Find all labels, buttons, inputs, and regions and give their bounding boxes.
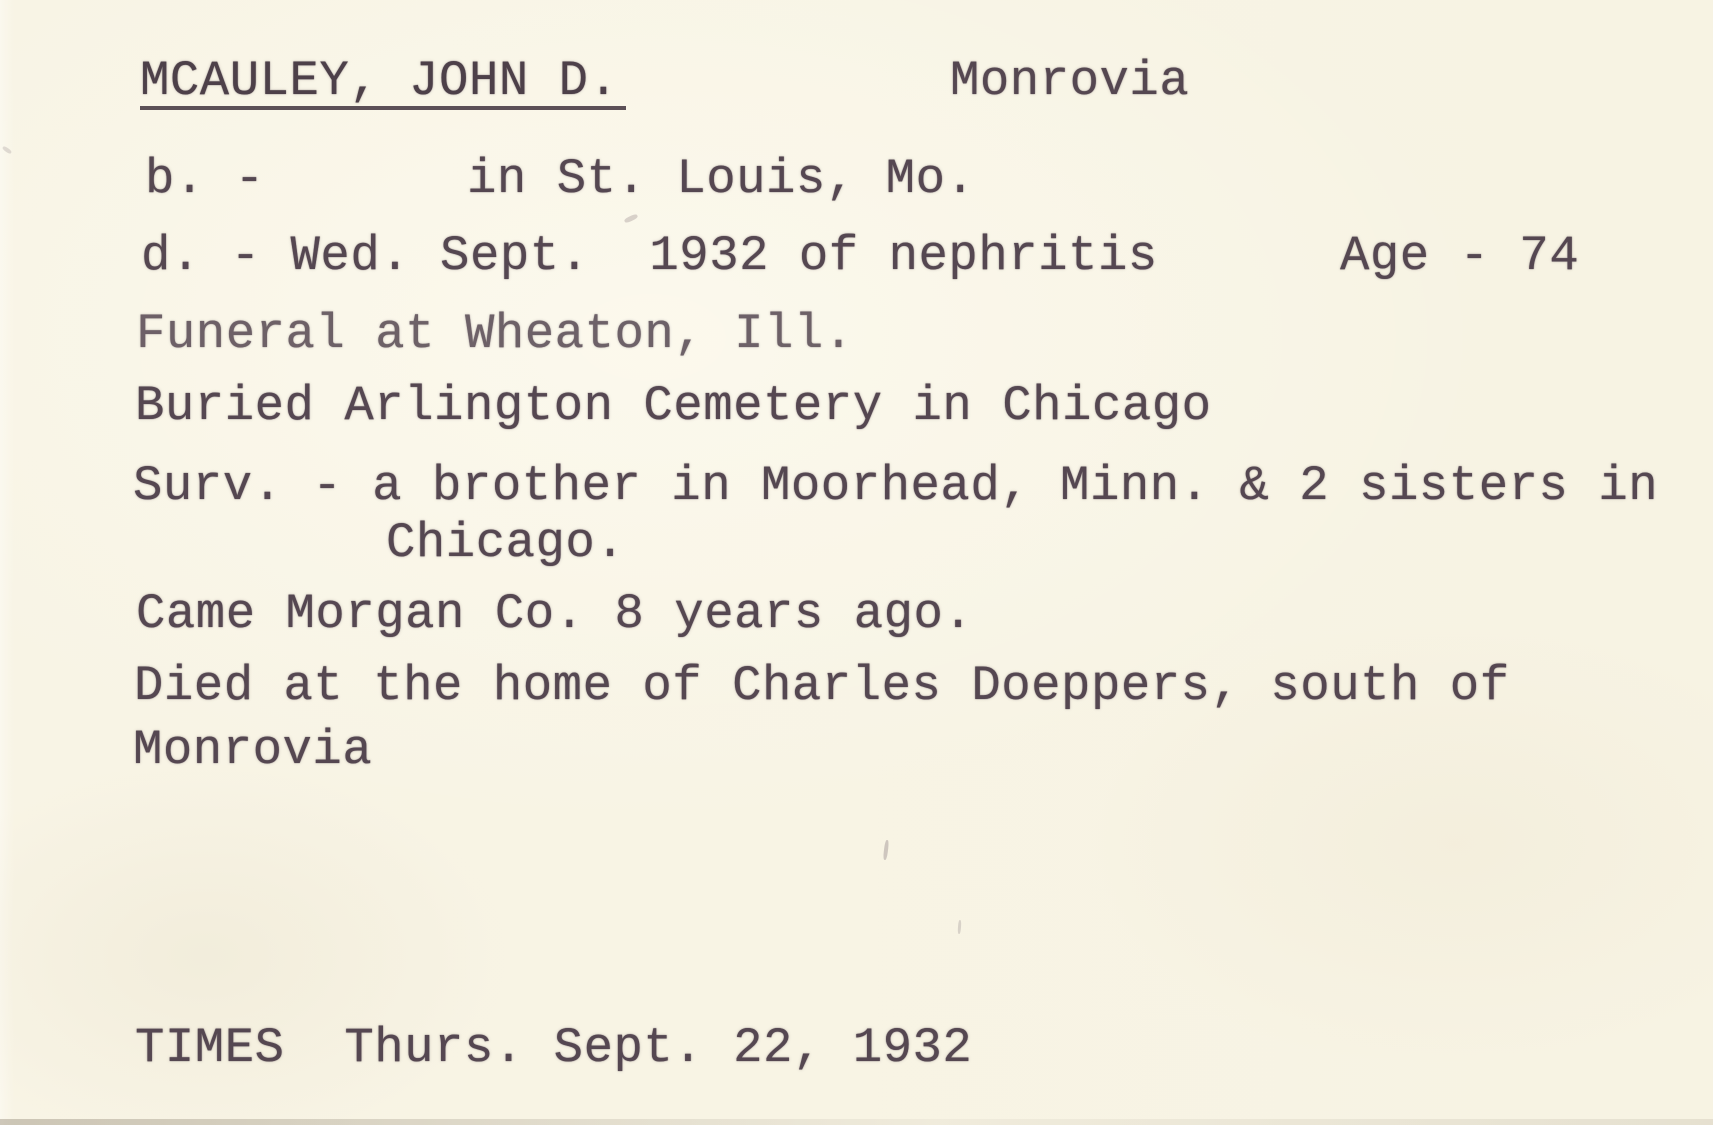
died-at-line-1: Died at the home of Charles Doeppers, south of — [134, 658, 1510, 714]
survivors-line-1: Surv. - a brother in Moorhead, Minn. & 2 sisters in — [133, 458, 1659, 514]
born-value: in St. Louis, Mo. — [467, 151, 976, 207]
paper-speck — [958, 920, 962, 934]
age-value: Age - 74 — [1340, 228, 1580, 284]
paper-speck — [883, 840, 889, 860]
came-line: Came Morgan Co. 8 years ago. — [136, 586, 974, 642]
died-at-line-2: Monrovia — [133, 722, 373, 778]
paper-speck — [624, 213, 639, 223]
card-name-heading: MCAULEY, JOHN D. — [140, 56, 626, 110]
born-label: b. - — [145, 151, 265, 207]
paper-speck — [2, 145, 12, 154]
funeral-line: Funeral at Wheaton, Ill. — [136, 306, 854, 362]
buried-line: Buried Arlington Cemetery in Chicago — [135, 378, 1212, 434]
source-citation: TIMES Thurs. Sept. 22, 1932 — [135, 1020, 973, 1076]
card-city: Monrovia — [950, 53, 1190, 109]
died-line: d. - Wed. Sept. 1932 of nephritis — [141, 228, 1158, 284]
survivors-line-2: Chicago. — [386, 515, 626, 571]
